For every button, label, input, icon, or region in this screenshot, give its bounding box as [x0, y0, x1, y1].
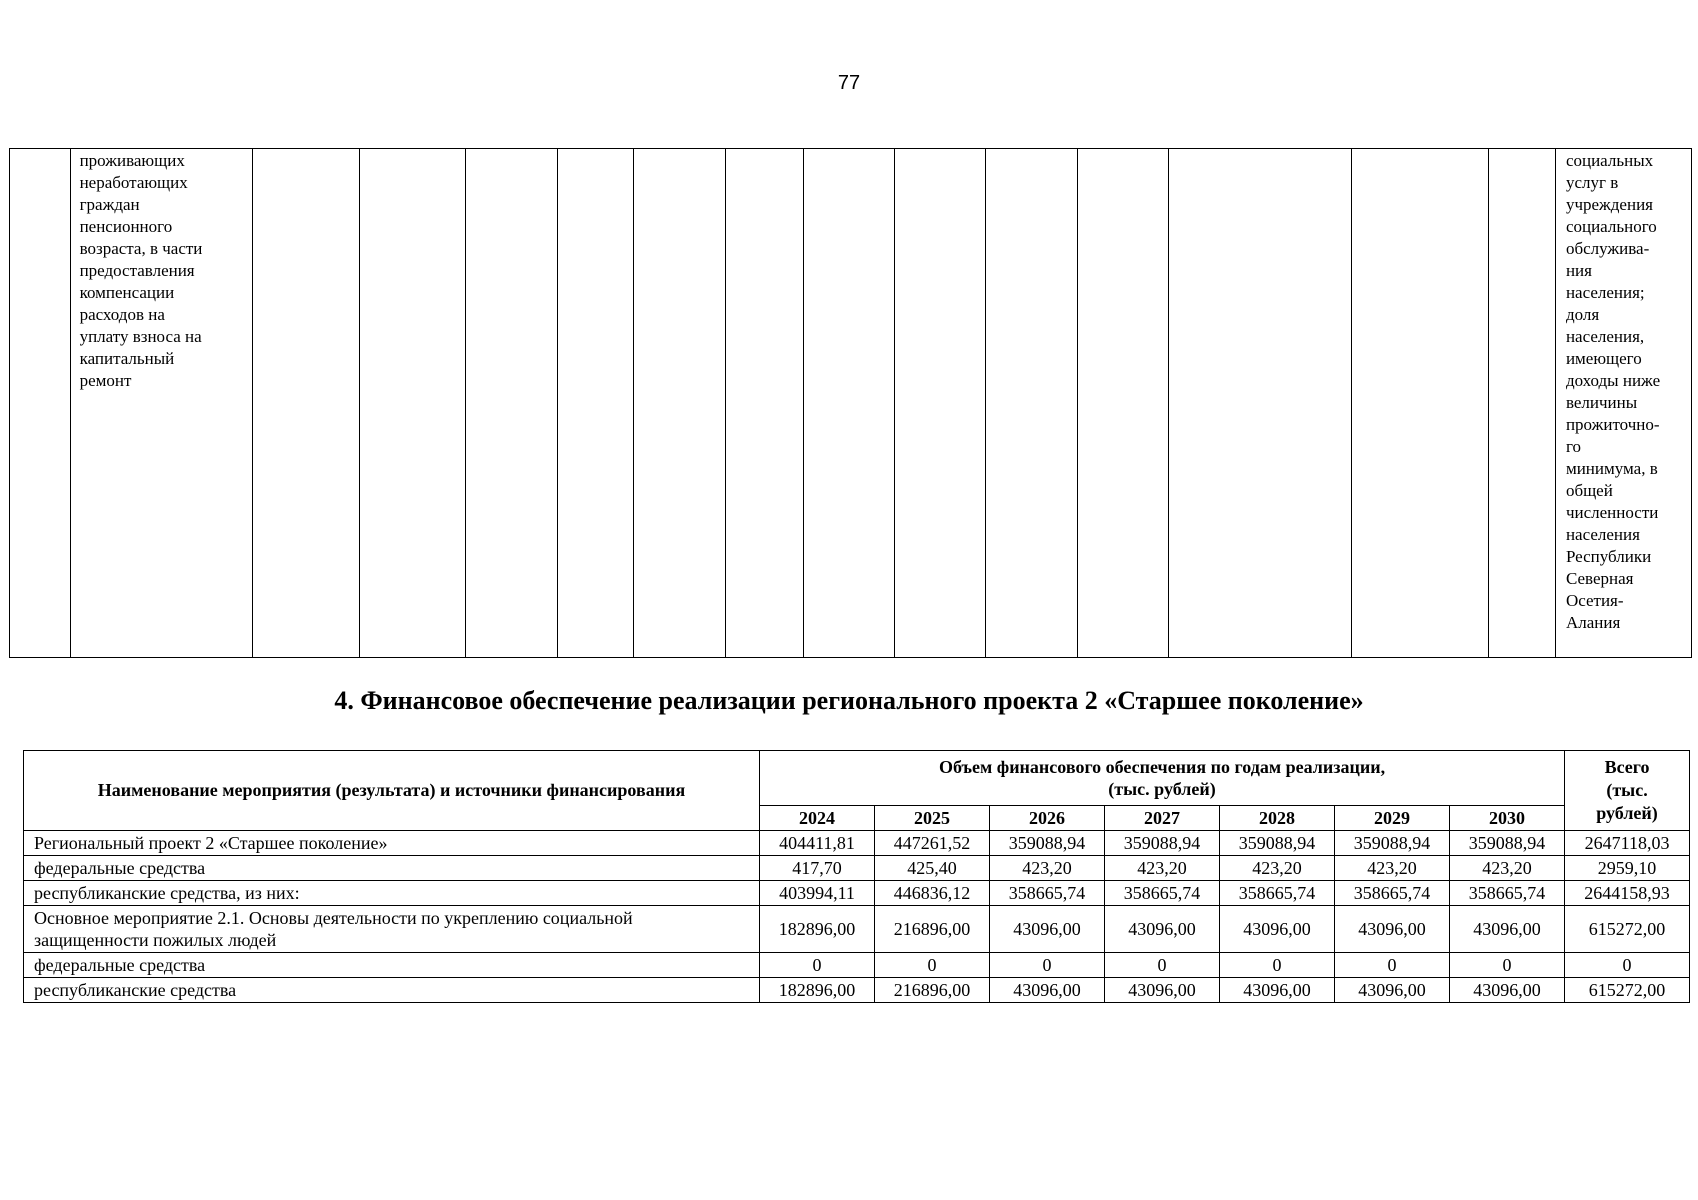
- text-line: минимума, в: [1565, 459, 1658, 478]
- row-name: Региональный проект 2 «Старшее поколение»: [24, 831, 760, 856]
- table-cell: [895, 149, 986, 658]
- value-cell: 182896,00: [760, 978, 875, 1003]
- text-line: доходы ниже: [1565, 371, 1661, 390]
- total-header-line3: рублей): [1596, 803, 1658, 823]
- text-line: численности: [1565, 503, 1659, 522]
- volume-header-line2: (тыс. рублей): [1108, 779, 1216, 799]
- table-cell: [253, 149, 359, 658]
- value-cell: 423,20: [1450, 856, 1565, 881]
- value-cell: 43096,00: [1450, 906, 1565, 953]
- text-line: доля: [1565, 305, 1600, 324]
- total-column-header: [1565, 751, 1690, 831]
- value-cell: 359088,94: [1450, 831, 1565, 856]
- value-cell: 0: [990, 953, 1105, 978]
- value-cell: 359088,94: [990, 831, 1105, 856]
- volume-header-line1: Объем финансового обеспечения по годам реализации,: [938, 757, 1386, 777]
- value-cell: 216896,00: [875, 906, 990, 953]
- table-row: [24, 978, 1690, 1003]
- value-cell: 425,40: [875, 856, 990, 881]
- table-cell: [1169, 149, 1352, 658]
- text-line: неработающих: [79, 173, 188, 192]
- name-column-header: Наименование мероприятия (результата) и источники финансирования: [24, 751, 760, 831]
- value-cell: 0: [1105, 953, 1220, 978]
- value-cell: 0: [1335, 953, 1450, 978]
- header-row: [24, 751, 1690, 806]
- financing-table: [23, 750, 1690, 1003]
- year-header: 2024: [760, 806, 875, 831]
- table-cell: [803, 149, 894, 658]
- indicator-description-text: [1566, 150, 1689, 634]
- table-cell: [986, 149, 1077, 658]
- text-line: пенсионного: [79, 217, 173, 236]
- page-number: 77: [837, 72, 861, 94]
- text-line: граждан: [79, 195, 140, 214]
- continued-table: [9, 148, 1692, 658]
- text-line: Республики: [1565, 547, 1652, 566]
- year-header: 2027: [1105, 806, 1220, 831]
- text-line: услуг в: [1565, 173, 1619, 192]
- value-cell: 0: [760, 953, 875, 978]
- text-line: возраста, в части: [79, 239, 203, 258]
- table-cell: [1351, 149, 1488, 658]
- measure-description-text: [80, 150, 245, 392]
- value-cell: 43096,00: [1450, 978, 1565, 1003]
- volume-header: [760, 751, 1565, 806]
- value-cell: 43096,00: [990, 978, 1105, 1003]
- total-cell: 2959,10: [1565, 856, 1690, 881]
- year-header: 2025: [875, 806, 990, 831]
- value-cell: 358665,74: [1335, 881, 1450, 906]
- section-heading: 4. Финансовое обеспечение реализации регионального проекта 2 «Старшее поколение»: [334, 686, 1364, 715]
- table-row: [24, 881, 1690, 906]
- text-line: Северная: [1565, 569, 1634, 588]
- text-line: учреждения: [1565, 195, 1653, 214]
- text-line: компенсации: [79, 283, 175, 302]
- value-cell: 43096,00: [1105, 906, 1220, 953]
- table-row: [24, 953, 1690, 978]
- text-line: ремонт: [79, 371, 132, 390]
- measure-description: [70, 149, 253, 658]
- text-line: предоставления: [79, 261, 195, 280]
- value-cell: 43096,00: [1335, 978, 1450, 1003]
- table-row: [10, 149, 1692, 658]
- text-line: населения,: [1565, 327, 1645, 346]
- row-name: федеральные средства: [24, 856, 760, 881]
- value-cell: 43096,00: [1105, 978, 1220, 1003]
- text-line: ния: [1565, 261, 1592, 280]
- text-line: социального: [1565, 217, 1657, 236]
- text-line: Осетия-: [1565, 591, 1624, 610]
- total-cell: 2647118,03: [1565, 831, 1690, 856]
- text-line: капитальный: [79, 349, 175, 368]
- value-cell: 216896,00: [875, 978, 990, 1003]
- text-line: го: [1565, 437, 1581, 456]
- table-row: [24, 856, 1690, 881]
- total-cell: 0: [1565, 953, 1690, 978]
- text-line: Алания: [1565, 613, 1621, 632]
- value-cell: 359088,94: [1220, 831, 1335, 856]
- text-line: величины: [1565, 393, 1638, 412]
- value-cell: 43096,00: [1220, 906, 1335, 953]
- table-cell: [1077, 149, 1168, 658]
- value-cell: 447261,52: [875, 831, 990, 856]
- text-line: имеющего: [1565, 349, 1642, 368]
- text-line: расходов на: [79, 305, 165, 324]
- total-header-line2: (тыс.: [1606, 780, 1648, 800]
- text-line: проживающих: [79, 151, 185, 170]
- value-cell: 358665,74: [990, 881, 1105, 906]
- row-name: республиканские средства, из них:: [24, 881, 760, 906]
- table-cell: [558, 149, 633, 658]
- value-cell: 423,20: [1105, 856, 1220, 881]
- total-cell: 2644158,93: [1565, 881, 1690, 906]
- total-cell: 615272,00: [1565, 906, 1690, 953]
- row-name: республиканские средства: [24, 978, 760, 1003]
- value-cell: 43096,00: [1220, 978, 1335, 1003]
- value-cell: 423,20: [1220, 856, 1335, 881]
- text-line: обслужива-: [1565, 239, 1650, 258]
- value-cell: 423,20: [1335, 856, 1450, 881]
- text-line: населения: [1565, 525, 1640, 544]
- table-cell: [726, 149, 804, 658]
- text-line: социальных: [1565, 151, 1654, 170]
- value-cell: 359088,94: [1105, 831, 1220, 856]
- table-row: [24, 906, 1690, 953]
- total-header-line1: Всего: [1604, 757, 1650, 777]
- value-cell: 359088,94: [1335, 831, 1450, 856]
- value-cell: 358665,74: [1450, 881, 1565, 906]
- value-cell: 417,70: [760, 856, 875, 881]
- value-cell: 446836,12: [875, 881, 990, 906]
- text-line: прожиточно-: [1565, 415, 1660, 434]
- row-name-line2: защищенности пожилых людей: [34, 930, 277, 950]
- table-cell: [359, 149, 465, 658]
- text-line: населения;: [1565, 283, 1645, 302]
- value-cell: 43096,00: [1335, 906, 1450, 953]
- indicator-description: [1555, 149, 1691, 658]
- table-cell: [633, 149, 725, 658]
- year-header: 2030: [1450, 806, 1565, 831]
- value-cell: 0: [1450, 953, 1565, 978]
- text-line: уплату взноса на: [79, 327, 202, 346]
- value-cell: 0: [875, 953, 990, 978]
- year-header: 2029: [1335, 806, 1450, 831]
- value-cell: 43096,00: [990, 906, 1105, 953]
- table-row: [24, 831, 1690, 856]
- row-name: федеральные средства: [24, 953, 760, 978]
- value-cell: 358665,74: [1105, 881, 1220, 906]
- value-cell: 0: [1220, 953, 1335, 978]
- year-header: 2026: [990, 806, 1105, 831]
- text-line: общей: [1565, 481, 1613, 500]
- table-cell: [10, 149, 71, 658]
- total-cell: 615272,00: [1565, 978, 1690, 1003]
- table-cell: [465, 149, 557, 658]
- row-name-line1: Основное мероприятие 2.1. Основы деятельности по укреплению социальной: [34, 908, 633, 928]
- table-cell: [1489, 149, 1556, 658]
- value-cell: 404411,81: [760, 831, 875, 856]
- year-header: 2028: [1220, 806, 1335, 831]
- value-cell: 403994,11: [760, 881, 875, 906]
- value-cell: 358665,74: [1220, 881, 1335, 906]
- value-cell: 423,20: [990, 856, 1105, 881]
- value-cell: 182896,00: [760, 906, 875, 953]
- row-name: [24, 906, 760, 953]
